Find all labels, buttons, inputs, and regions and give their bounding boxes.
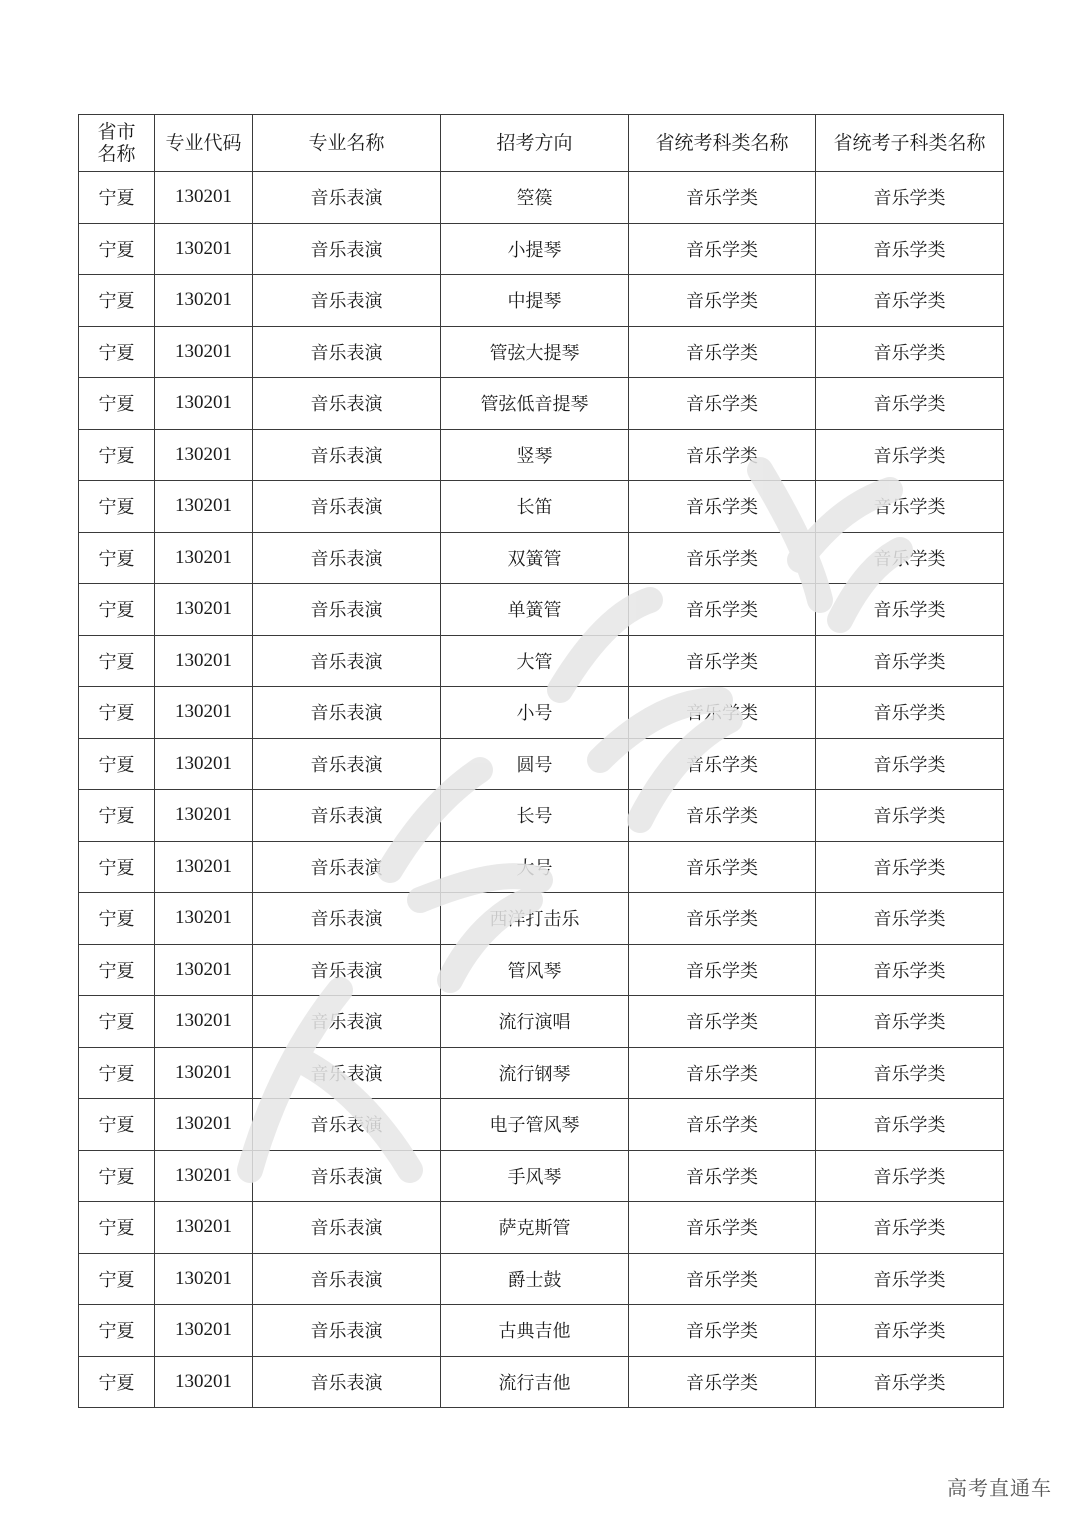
cell-direction: 长号 [441,790,629,842]
table-row [79,481,1004,533]
cell-major-code: 130201 [155,1253,253,1305]
cell-direction: 萨克斯管 [441,1202,629,1254]
table-row [79,635,1004,687]
cell-province: 宁夏 [79,944,155,996]
cell-province: 宁夏 [79,893,155,945]
cell-province: 宁夏 [79,481,155,533]
cell-major-name: 音乐表演 [253,944,441,996]
cell-major-name: 音乐表演 [253,326,441,378]
table-body [79,172,1004,1408]
cell-direction: 手风琴 [441,1150,629,1202]
cell-exam-category: 音乐学类 [629,1202,816,1254]
table-row [79,1202,1004,1254]
table-row [79,996,1004,1048]
cell-major-name: 音乐表演 [253,841,441,893]
cell-major-code: 130201 [155,172,253,224]
cell-exam-subcategory: 音乐学类 [816,429,1004,481]
table-row [79,326,1004,378]
cell-major-code: 130201 [155,326,253,378]
cell-exam-category: 音乐学类 [629,584,816,636]
cell-major-name: 音乐表演 [253,1202,441,1254]
cell-province: 宁夏 [79,326,155,378]
cell-major-name: 音乐表演 [253,481,441,533]
cell-province: 宁夏 [79,1202,155,1254]
cell-major-name: 音乐表演 [253,687,441,739]
header-province-line2: 名称 [97,143,136,165]
cell-major-code: 130201 [155,584,253,636]
cell-direction: 竖琴 [441,429,629,481]
cell-major-name: 音乐表演 [253,429,441,481]
table-row [79,378,1004,430]
header-exam-subcategory: 省统考子科类名称 [816,115,1004,172]
cell-exam-category: 音乐学类 [629,223,816,275]
cell-exam-subcategory: 音乐学类 [816,584,1004,636]
table-row [79,1047,1004,1099]
cell-exam-subcategory: 音乐学类 [816,223,1004,275]
cell-direction: 电子管风琴 [441,1099,629,1151]
cell-major-name: 音乐表演 [253,532,441,584]
cell-major-name: 音乐表演 [253,275,441,327]
header-direction: 招考方向 [441,115,629,172]
cell-major-code: 130201 [155,944,253,996]
cell-province: 宁夏 [79,1150,155,1202]
cell-major-code: 130201 [155,481,253,533]
cell-direction: 管弦低音提琴 [441,378,629,430]
table-row [79,275,1004,327]
cell-major-code: 130201 [155,996,253,1048]
cell-exam-category: 音乐学类 [629,172,816,224]
cell-exam-subcategory: 音乐学类 [816,944,1004,996]
cell-exam-subcategory: 音乐学类 [816,738,1004,790]
table-row [79,687,1004,739]
cell-direction: 古典吉他 [441,1305,629,1357]
table-row [79,223,1004,275]
cell-province: 宁夏 [79,790,155,842]
cell-exam-category: 音乐学类 [629,996,816,1048]
cell-exam-category: 音乐学类 [629,429,816,481]
table-header-row [79,115,1004,172]
table-row [79,532,1004,584]
cell-province: 宁夏 [79,841,155,893]
cell-major-name: 音乐表演 [253,893,441,945]
cell-exam-category: 音乐学类 [629,1099,816,1151]
cell-direction: 小提琴 [441,223,629,275]
cell-exam-subcategory: 音乐学类 [816,1150,1004,1202]
cell-major-name: 音乐表演 [253,738,441,790]
cell-major-name: 音乐表演 [253,1356,441,1408]
cell-province: 宁夏 [79,738,155,790]
cell-major-name: 音乐表演 [253,996,441,1048]
cell-province: 宁夏 [79,1305,155,1357]
cell-major-code: 130201 [155,893,253,945]
cell-direction: 流行钢琴 [441,1047,629,1099]
cell-exam-category: 音乐学类 [629,738,816,790]
cell-major-code: 130201 [155,1305,253,1357]
cell-exam-subcategory: 音乐学类 [816,1305,1004,1357]
cell-exam-category: 音乐学类 [629,687,816,739]
cell-direction: 双簧管 [441,532,629,584]
cell-province: 宁夏 [79,429,155,481]
cell-exam-subcategory: 音乐学类 [816,1202,1004,1254]
cell-exam-subcategory: 音乐学类 [816,996,1004,1048]
cell-province: 宁夏 [79,1356,155,1408]
cell-exam-category: 音乐学类 [629,944,816,996]
cell-major-code: 130201 [155,1099,253,1151]
cell-province: 宁夏 [79,532,155,584]
cell-exam-subcategory: 音乐学类 [816,1099,1004,1151]
cell-province: 宁夏 [79,1099,155,1151]
cell-major-code: 130201 [155,378,253,430]
table-row [79,790,1004,842]
cell-exam-subcategory: 音乐学类 [816,481,1004,533]
cell-exam-subcategory: 音乐学类 [816,1356,1004,1408]
cell-exam-subcategory: 音乐学类 [816,1253,1004,1305]
table-row [79,1099,1004,1151]
cell-major-name: 音乐表演 [253,378,441,430]
cell-exam-category: 音乐学类 [629,790,816,842]
table-row [79,738,1004,790]
footer-brand-text: 高考直通车 [947,1476,1052,1500]
table-row [79,584,1004,636]
cell-exam-subcategory: 音乐学类 [816,841,1004,893]
cell-major-code: 130201 [155,532,253,584]
cell-exam-subcategory: 音乐学类 [816,532,1004,584]
cell-exam-category: 音乐学类 [629,1047,816,1099]
cell-major-name: 音乐表演 [253,790,441,842]
cell-exam-subcategory: 音乐学类 [816,893,1004,945]
cell-exam-category: 音乐学类 [629,275,816,327]
cell-exam-subcategory: 音乐学类 [816,1047,1004,1099]
cell-direction: 箜篌 [441,172,629,224]
cell-province: 宁夏 [79,378,155,430]
header-province [79,115,155,172]
table-row [79,893,1004,945]
header-major-name: 专业名称 [253,115,441,172]
cell-province: 宁夏 [79,172,155,224]
cell-major-name: 音乐表演 [253,635,441,687]
cell-exam-category: 音乐学类 [629,378,816,430]
cell-province: 宁夏 [79,584,155,636]
cell-major-code: 130201 [155,738,253,790]
cell-major-code: 130201 [155,790,253,842]
cell-province: 宁夏 [79,687,155,739]
cell-direction: 圆号 [441,738,629,790]
cell-exam-category: 音乐学类 [629,1356,816,1408]
cell-exam-subcategory: 音乐学类 [816,635,1004,687]
cell-direction: 单簧管 [441,584,629,636]
major-table [78,114,1004,1408]
cell-exam-subcategory: 音乐学类 [816,326,1004,378]
cell-province: 宁夏 [79,275,155,327]
table-row [79,1356,1004,1408]
cell-exam-category: 音乐学类 [629,1253,816,1305]
cell-exam-subcategory: 音乐学类 [816,378,1004,430]
cell-exam-subcategory: 音乐学类 [816,275,1004,327]
header-province-line1: 省市 [97,121,136,143]
cell-direction: 管风琴 [441,944,629,996]
cell-major-code: 130201 [155,635,253,687]
cell-exam-subcategory: 音乐学类 [816,172,1004,224]
cell-exam-category: 音乐学类 [629,481,816,533]
cell-province: 宁夏 [79,223,155,275]
cell-exam-category: 音乐学类 [629,1305,816,1357]
cell-direction: 西洋打击乐 [441,893,629,945]
cell-province: 宁夏 [79,635,155,687]
cell-direction: 流行演唱 [441,996,629,1048]
cell-direction: 小号 [441,687,629,739]
table-row [79,1253,1004,1305]
cell-exam-category: 音乐学类 [629,635,816,687]
cell-exam-category: 音乐学类 [629,1150,816,1202]
cell-province: 宁夏 [79,996,155,1048]
cell-exam-category: 音乐学类 [629,326,816,378]
cell-major-code: 130201 [155,429,253,481]
cell-major-name: 音乐表演 [253,1150,441,1202]
cell-major-name: 音乐表演 [253,584,441,636]
cell-major-code: 130201 [155,1202,253,1254]
cell-exam-category: 音乐学类 [629,532,816,584]
cell-major-code: 130201 [155,687,253,739]
cell-major-name: 音乐表演 [253,1305,441,1357]
cell-direction: 长笛 [441,481,629,533]
table-row [79,841,1004,893]
cell-major-name: 音乐表演 [253,172,441,224]
cell-exam-category: 音乐学类 [629,893,816,945]
cell-major-name: 音乐表演 [253,1253,441,1305]
cell-province: 宁夏 [79,1047,155,1099]
table-row [79,1150,1004,1202]
cell-major-code: 130201 [155,275,253,327]
cell-exam-category: 音乐学类 [629,841,816,893]
cell-major-code: 130201 [155,1150,253,1202]
cell-major-name: 音乐表演 [253,223,441,275]
header-major-code: 专业代码 [155,115,253,172]
cell-major-code: 130201 [155,1356,253,1408]
cell-major-code: 130201 [155,841,253,893]
table-row [79,1305,1004,1357]
cell-exam-subcategory: 音乐学类 [816,790,1004,842]
cell-direction: 中提琴 [441,275,629,327]
table-row [79,944,1004,996]
cell-exam-subcategory: 音乐学类 [816,687,1004,739]
cell-major-name: 音乐表演 [253,1047,441,1099]
cell-major-code: 130201 [155,223,253,275]
cell-direction: 管弦大提琴 [441,326,629,378]
cell-direction: 爵士鼓 [441,1253,629,1305]
table-row [79,172,1004,224]
cell-major-code: 130201 [155,1047,253,1099]
cell-major-name: 音乐表演 [253,1099,441,1151]
table-row [79,429,1004,481]
cell-direction: 大管 [441,635,629,687]
header-exam-category: 省统考科类名称 [629,115,816,172]
cell-province: 宁夏 [79,1253,155,1305]
cell-direction: 流行吉他 [441,1356,629,1408]
cell-direction: 大号 [441,841,629,893]
